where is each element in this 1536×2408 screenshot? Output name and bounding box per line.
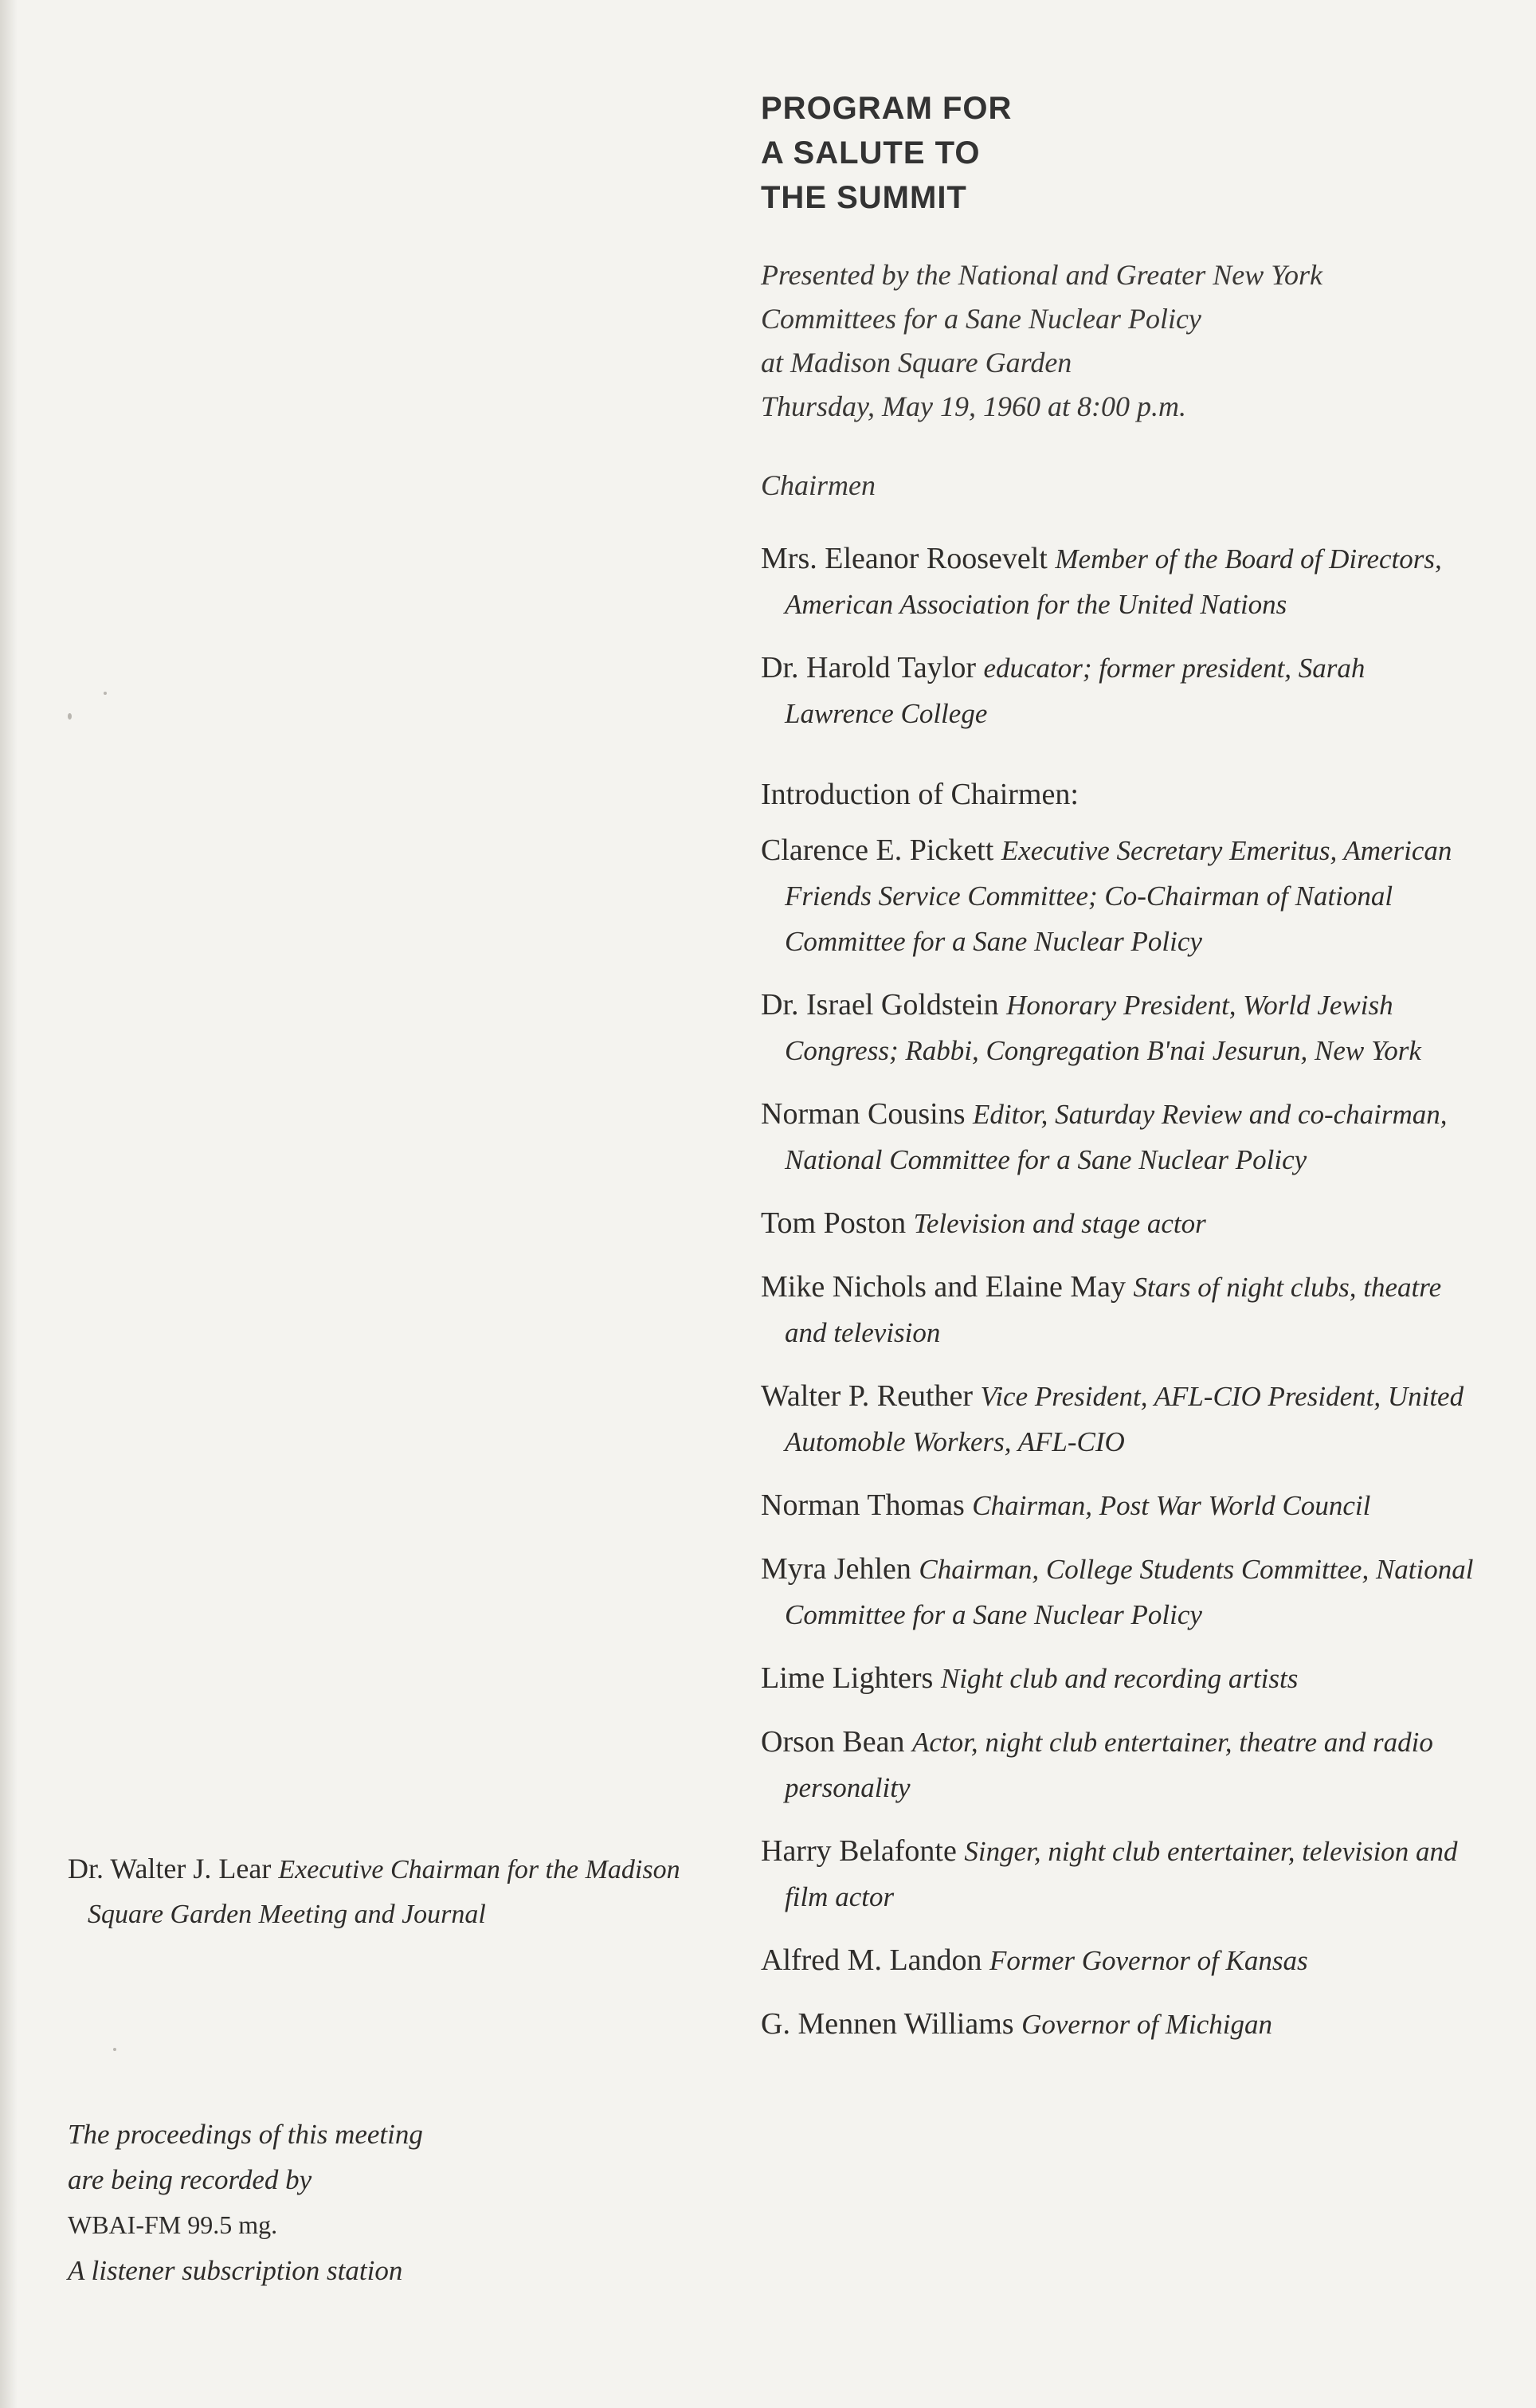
recording-line: The proceedings of this meeting [68, 2119, 423, 2150]
person-name: Dr. Walter J. Lear [68, 1853, 272, 1884]
person-name: Norman Thomas [761, 1488, 965, 1522]
person-name: Alfred M. Landon [761, 1943, 982, 1977]
person-name: Mrs. Eleanor Roosevelt [761, 542, 1048, 575]
person-role: Actor, night club entertainer, theatre and radio personality [785, 1727, 1433, 1803]
person-role: Vice President, AFL-CIO President, United Automoble Workers, AFL-CIO [785, 1381, 1464, 1457]
person-role: Chairman, Post War World Council [972, 1490, 1371, 1521]
person-role: Executive Secretary Emeritus, American Friends Service Committee; Co-Chairman of National Committee for a Sane Nuclear Policy [785, 835, 1452, 957]
recording-line: A listener subscription station [68, 2255, 403, 2286]
paper-speck [113, 2048, 116, 2051]
paper-speck [68, 713, 72, 720]
title-line: PROGRAM FOR [761, 91, 1013, 126]
speaker-entry [761, 2002, 1478, 2047]
speaker-entry [761, 1201, 1478, 1246]
person-role: Night club and recording artists [940, 1663, 1299, 1694]
presented-line: Committees for a Sane Nuclear Policy [761, 303, 1201, 335]
chairman-entry [761, 645, 1478, 736]
speaker-entry [761, 1720, 1478, 1810]
program-title [761, 86, 1012, 220]
person-role: Former Governor of Kansas [989, 1945, 1308, 1976]
speaker-entry [761, 1483, 1478, 1528]
person-role: Executive Chairman for the Madison Square Garden Meeting and Journal [88, 1855, 680, 1929]
person-role: Honorary President, World Jewish Congress; Rabbi, Congregation B'nai Jesurun, New York [785, 990, 1421, 1066]
speaker-entry [761, 982, 1478, 1073]
title-line: A SALUTE TO [761, 135, 981, 171]
person-role: Editor, Saturday Review and co-chairman, National Committee for a Sane Nuclear Policy [785, 1099, 1448, 1175]
person-name: Norman Cousins [761, 1097, 966, 1131]
person-name: Dr. Harold Taylor [761, 651, 976, 684]
page-edge-shadow [0, 0, 18, 2408]
title-line: THE SUMMIT [761, 180, 967, 215]
introduction-heading: Introduction of Chairmen: [761, 778, 1079, 811]
recording-notice [68, 2112, 705, 2293]
person-role: Stars of night clubs, theatre and television [785, 1272, 1442, 1348]
radio-station: WBAI-FM 99.5 mg. [68, 2210, 278, 2239]
presented-by-block [761, 253, 1478, 429]
person-name: Orson Bean [761, 1725, 905, 1759]
person-name: Mike Nichols and Elaine May [761, 1270, 1127, 1304]
speaker-entry [761, 1656, 1478, 1701]
person-role: Governor of Michigan [1021, 2009, 1273, 2040]
person-role: Television and stage actor [913, 1208, 1206, 1239]
person-name: Myra Jehlen [761, 1552, 911, 1586]
speaker-entry [761, 1092, 1478, 1182]
presented-line: Presented by the National and Greater New York [761, 259, 1322, 291]
person-name: Lime Lighters [761, 1661, 934, 1695]
executive-chairman-note [68, 1847, 725, 1936]
presented-line: at Madison Square Garden [761, 347, 1072, 378]
recording-line: are being recorded by [68, 2164, 312, 2195]
chairman-entry [761, 536, 1478, 627]
program-listing [761, 536, 1478, 2065]
speaker-entry [761, 1938, 1478, 1983]
person-name: Clarence E. Pickett [761, 833, 994, 867]
speaker-entry [761, 1547, 1478, 1637]
speaker-entry [761, 1829, 1478, 1920]
person-name: Tom Poston [761, 1206, 907, 1240]
person-name: Dr. Israel Goldstein [761, 988, 999, 1022]
person-role: Singer, night club entertainer, television and film actor [785, 1836, 1458, 1912]
person-role: Member of the Board of Directors, American Association for the United Nations [785, 543, 1442, 620]
person-name: G. Mennen Williams [761, 2007, 1014, 2041]
person-name: Walter P. Reuther [761, 1379, 974, 1413]
paper-speck [104, 692, 107, 695]
chairmen-heading: Chairmen [761, 469, 876, 501]
person-role: Chairman, College Students Committee, National Committee for a Sane Nuclear Policy [785, 1554, 1474, 1630]
person-role: educator; former president, Sarah Lawrence College [785, 653, 1366, 729]
speaker-entry [761, 828, 1478, 964]
speaker-entry [761, 1265, 1478, 1355]
speaker-entry [761, 1374, 1478, 1465]
person-name: Harry Belafonte [761, 1834, 957, 1868]
event-date-line: Thursday, May 19, 1960 at 8:00 p.m. [761, 390, 1186, 422]
